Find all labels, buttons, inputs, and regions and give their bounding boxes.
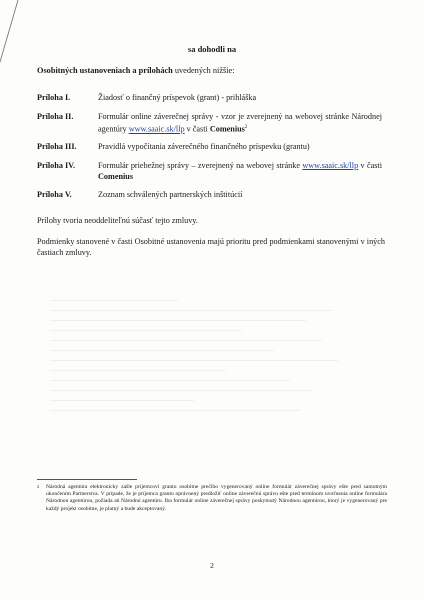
annex-label: Príloha IV. bbox=[37, 161, 76, 170]
annex-text: Pravidlá vypočítania záverečného finančného príspevku (grantu) bbox=[98, 142, 310, 151]
section-heading: sa dohodli na bbox=[187, 44, 237, 54]
footnote-number: 2 bbox=[37, 484, 40, 489]
paragraph: Prílohy tvoria neoddeliteľnú súčasť tejto zmluvy. bbox=[37, 216, 198, 225]
annex-link[interactable]: www.saaic.sk/llp bbox=[302, 161, 359, 170]
footnote-divider bbox=[37, 479, 137, 480]
page-number: 2 bbox=[210, 561, 214, 570]
annex-text: Žiadosť o finančný príspevok (grant) - prihláška bbox=[98, 93, 257, 102]
annex-text: Formulár priebežnej správy – zverejnený na webovej stránke www.saaic.sk/llp v časti Comenius bbox=[98, 161, 382, 181]
annex-label: Príloha III. bbox=[37, 142, 77, 151]
annex-link[interactable]: www.saaic.sk/llp bbox=[128, 124, 185, 134]
annex-text: Zoznam schválených partnerských inštitúcií bbox=[98, 190, 243, 199]
annex-item-2 bbox=[37, 111, 382, 135]
annex-item-4 bbox=[37, 160, 382, 184]
paragraph: Podmienky stanovené v časti Osobitné ustanovenia majú prioritu pred podmienkami stanovenými v iných častiach zmluvy. bbox=[37, 237, 385, 257]
annex-label: Príloha I. bbox=[37, 93, 71, 102]
annex-label: Príloha V. bbox=[37, 190, 72, 199]
intro-line bbox=[37, 66, 235, 75]
annex-text: Formulár online záverečnej správy - vzor je zverejnený na webovej stránke Národnej agentúry www.saaic.sk/llp v časti Comenius$^2$ bbox=[98, 112, 382, 134]
intro-bold: Osobitných ustanoveniach a prílohách bbox=[37, 66, 173, 75]
footnote-text: Národná agentúra elektronicky zašle prijemcovi grantu osobitne prečího vygenerovaný online formulár záverečnej správy ešte pred samotným ukončením Partnerstva. V prípade, že je príjemca grantu oprávnený predložiť online záverečnú správu ešte pred termínom uvoľnenia online formulára Národnou agentúrou, požiada ań Národnú agentúru. Iba formulár online záverečnej správy poskytnutý Národnou agentúrou, ktorý je vygenerovaný pre každý projekt osobitne, je platný a bude akceptovaný. bbox=[46, 484, 387, 512]
annex-label: Príloha II. bbox=[37, 112, 74, 121]
intro-suffix: uvedených nižšie: bbox=[172, 66, 235, 75]
show-through-text bbox=[50, 300, 370, 460]
